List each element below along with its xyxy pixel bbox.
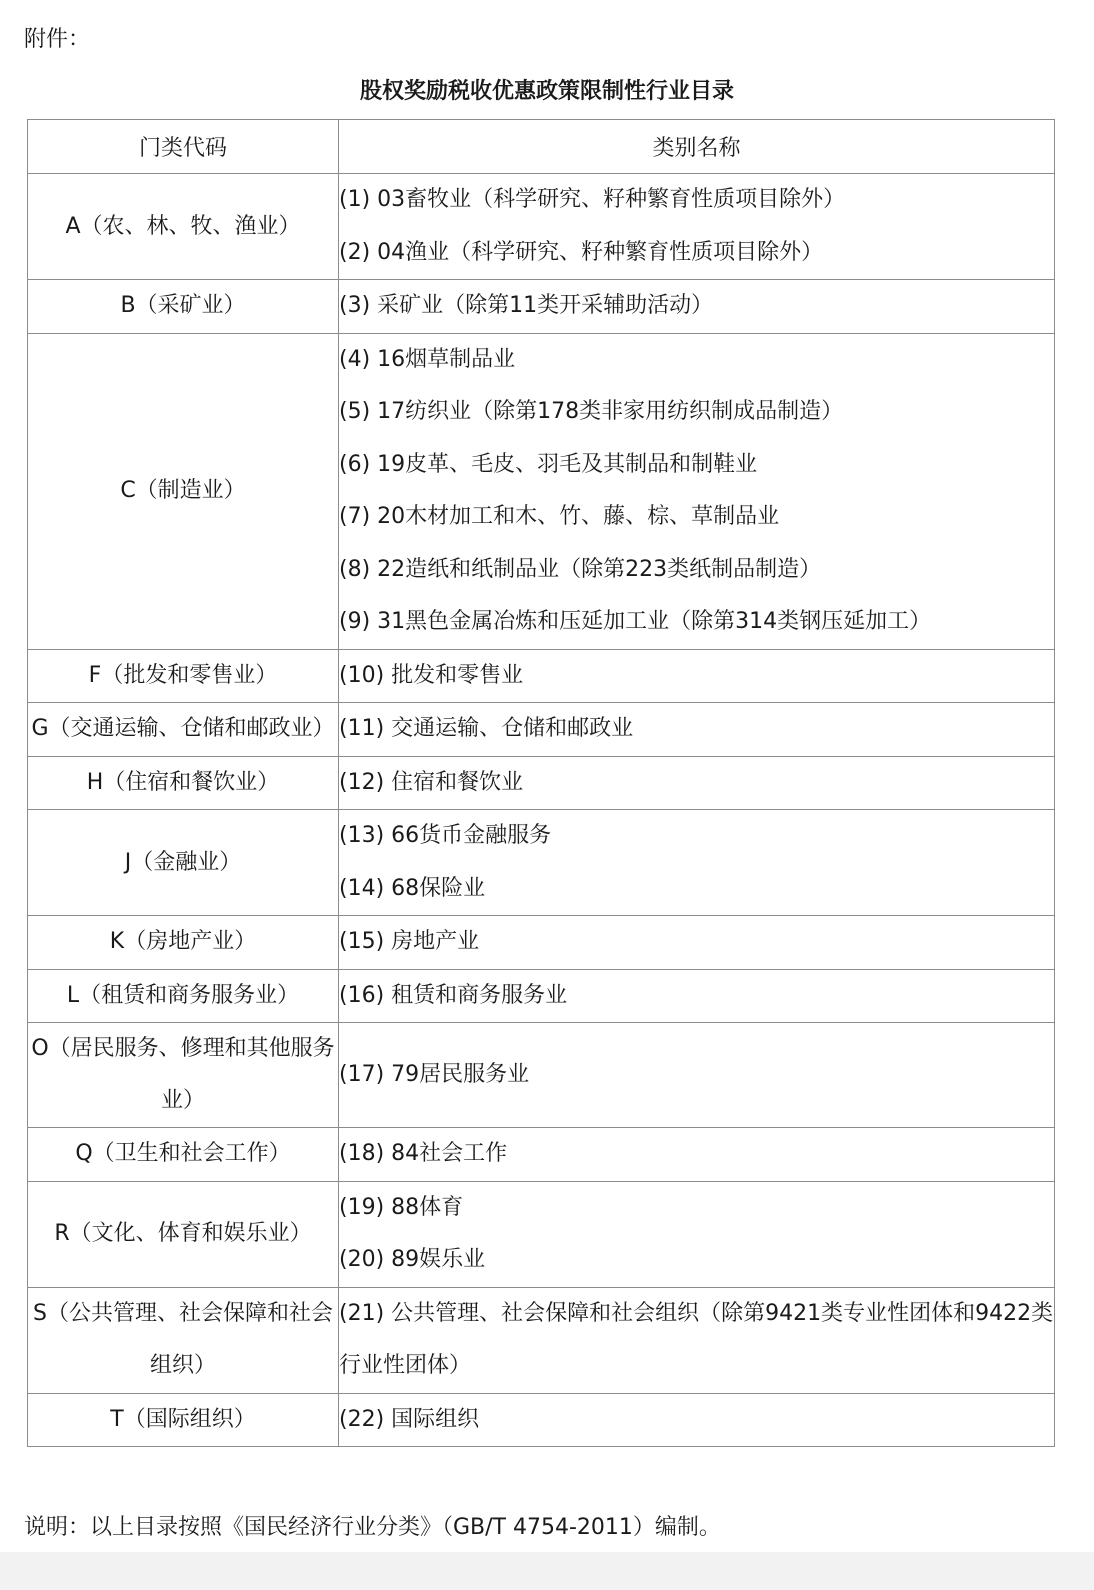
- category-names-cell: [339, 174, 1055, 280]
- category-names-cell: [339, 703, 1055, 757]
- header-category-name: 类别名称: [339, 120, 1055, 174]
- category-item: (11) 交通运输、仓储和邮政业: [339, 716, 634, 741]
- category-names-cell: [339, 333, 1055, 649]
- category-code-cell: H（住宿和餐饮业）: [28, 756, 339, 810]
- category-item: (15) 房地产业: [339, 929, 480, 954]
- category-item: (10) 批发和零售业: [339, 662, 524, 688]
- category-code-cell: J（金融业）: [28, 810, 339, 916]
- category-names-cell: [339, 280, 1055, 334]
- table-row: [28, 1393, 1055, 1447]
- category-names-cell: [339, 756, 1055, 810]
- category-item: (17) 79居民服务业: [339, 1061, 530, 1087]
- table-row: [28, 916, 1055, 970]
- category-code-cell: L（租赁和商务服务业）: [28, 969, 339, 1023]
- table-row: [28, 1128, 1055, 1182]
- table-row: [28, 1287, 1055, 1393]
- table-row: [28, 810, 1055, 916]
- table-row: [28, 969, 1055, 1023]
- category-code-cell: T（国际组织）: [28, 1393, 339, 1447]
- industry-catalog-table: [27, 119, 1055, 1447]
- category-names-cell: [339, 969, 1055, 1023]
- category-code-cell: S（公共管理、社会保障和社会组织）: [28, 1287, 339, 1393]
- category-item: (21) 公共管理、社会保障和社会组织（除第9421类专业性团体和9422类行业性团体）: [339, 1300, 1054, 1378]
- table-header-row: [28, 120, 1055, 174]
- category-names-cell: [339, 1128, 1055, 1182]
- category-code-cell: A（农、林、牧、渔业）: [28, 174, 339, 280]
- category-item: (1) 03畜牧业（科学研究、籽种繁育性质项目除外）: [339, 187, 846, 212]
- header-category-code: 门类代码: [28, 120, 339, 174]
- category-code-cell: F（批发和零售业）: [28, 649, 339, 703]
- category-item: (9) 31黑色金属冶炼和压延加工业（除第314类钢压延加工）: [339, 609, 932, 634]
- page-bottom-band: [0, 1552, 1094, 1590]
- category-item: (20) 89娱乐业: [339, 1247, 486, 1272]
- category-names-cell: [339, 916, 1055, 970]
- category-code-cell: R（文化、体育和娱乐业）: [28, 1181, 339, 1287]
- table-row: [28, 333, 1055, 649]
- category-item: (22) 国际组织: [339, 1406, 480, 1432]
- category-item: (3) 采矿业（除第11类开采辅助活动）: [339, 293, 714, 318]
- category-names-cell: [339, 1023, 1055, 1128]
- category-names-cell: [339, 1181, 1055, 1287]
- category-item: (4) 16烟草制品业: [339, 346, 516, 372]
- category-item: (7) 20木材加工和木、竹、藤、棕、草制品业: [339, 504, 780, 529]
- category-item: (19) 88体育: [339, 1194, 464, 1220]
- category-code-cell: K（房地产业）: [28, 916, 339, 970]
- category-item: (13) 66货币金融服务: [339, 823, 552, 848]
- category-names-cell: [339, 1393, 1055, 1447]
- category-item: (2) 04渔业（科学研究、籽种繁育性质项目除外）: [339, 239, 824, 265]
- category-item: (14) 68保险业: [339, 875, 486, 901]
- category-code-cell: O（居民服务、修理和其他服务业）: [28, 1023, 339, 1128]
- category-item: (16) 租赁和商务服务业: [339, 982, 568, 1008]
- category-item: (5) 17纺织业（除第178类非家用纺织制成品制造）: [339, 399, 844, 424]
- table-row: [28, 1181, 1055, 1287]
- category-item: (8) 22造纸和纸制品业（除第223类纸制品制造）: [339, 556, 822, 582]
- category-code-cell: G（交通运输、仓储和邮政业）: [28, 703, 339, 757]
- category-names-cell: [339, 810, 1055, 916]
- table-row: [28, 1023, 1055, 1128]
- category-item: (6) 19皮革、毛皮、羽毛及其制品和制鞋业: [339, 451, 758, 477]
- category-item: (12) 住宿和餐饮业: [339, 769, 524, 795]
- table-row: [28, 756, 1055, 810]
- explanatory-note: 说明：以上目录按照《国民经济行业分类》（GB/T 4754-2011）编制。: [24, 1515, 721, 1540]
- table-row: [28, 280, 1055, 334]
- table-row: [28, 174, 1055, 280]
- document-title: 股权奖励税收优惠政策限制性行业目录: [359, 79, 734, 104]
- category-names-cell: [339, 649, 1055, 703]
- category-code-cell: B（采矿业）: [28, 280, 339, 334]
- annex-label: 附件：: [24, 27, 91, 52]
- category-names-cell: [339, 1287, 1055, 1393]
- category-item: (18) 84社会工作: [339, 1141, 508, 1166]
- category-code-cell: Q（卫生和社会工作）: [28, 1128, 339, 1182]
- table-row: [28, 649, 1055, 703]
- table-row: [28, 703, 1055, 757]
- category-code-cell: C（制造业）: [28, 333, 339, 649]
